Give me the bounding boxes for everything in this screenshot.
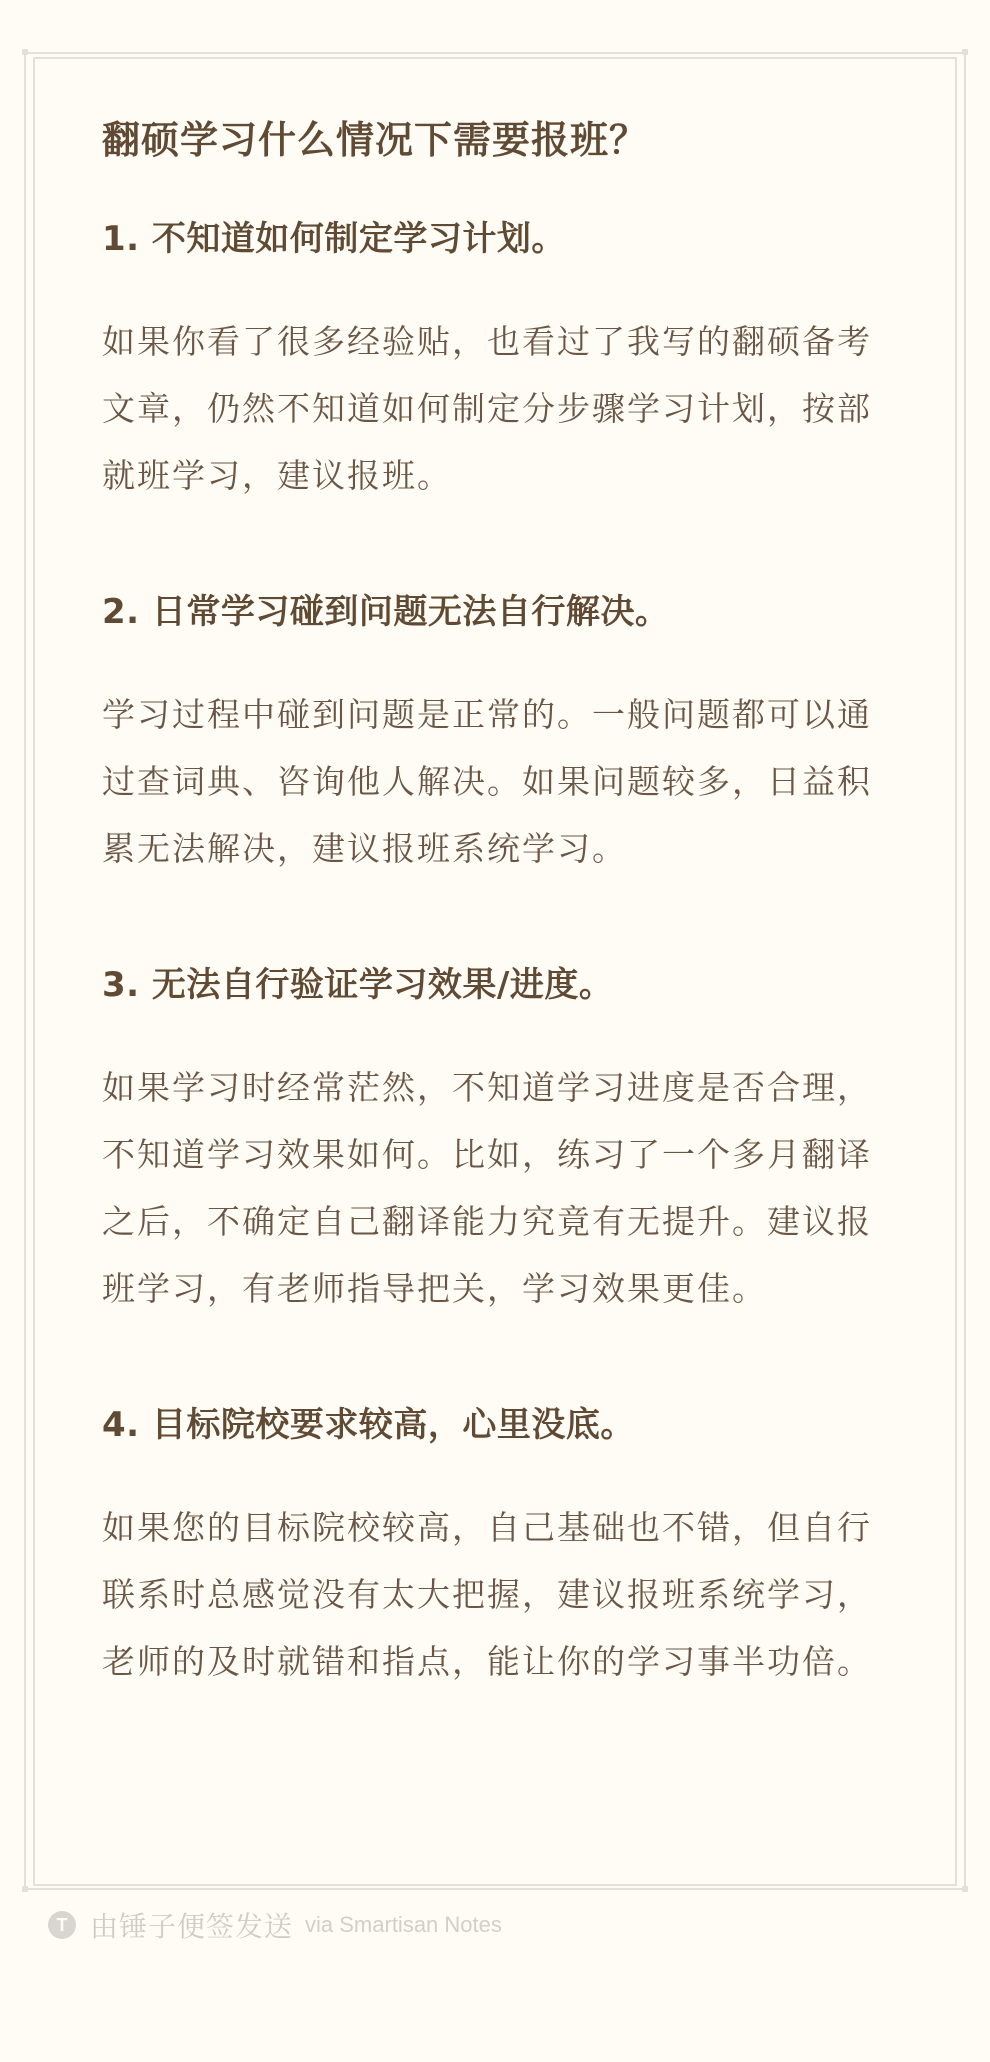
note-section bbox=[102, 214, 882, 509]
note-title: 翻硕学习什么情况下需要报班？ bbox=[102, 118, 649, 162]
section-heading: 3. 无法自行验证学习效果/进度。 bbox=[102, 965, 614, 1005]
frame-corner bbox=[22, 1886, 28, 1892]
note-section bbox=[102, 960, 882, 1322]
note-content bbox=[102, 112, 882, 1773]
footer-attribution bbox=[48, 1905, 502, 1945]
frame-corner bbox=[962, 49, 968, 55]
section-heading: 2. 日常学习碰到问题无法自行解决。 bbox=[102, 592, 670, 632]
frame-corner bbox=[962, 1886, 968, 1892]
section-body: 如果你看了很多经验贴，也看过了我写的翻硕备考文章，仍然不知道如何制定分步骤学习计划，按部就班学习，建议报班。 bbox=[102, 322, 872, 495]
section-body: 如果学习时经常茫然，不知道学习进度是否合理，不知道学习效果如何。比如，练习了一个多月翻译之后，不确定自己翻译能力究竟有无提升。建议报班学习，有老师指导把关，学习效果更佳。 bbox=[102, 1068, 872, 1308]
footer-via: via Smartisan Notes bbox=[305, 1912, 502, 1937]
section-body: 如果您的目标院校较高，自己基础也不错，但自行联系时总感觉没有太大把握，建议报班系统学习，老师的及时就错和指点，能让你的学习事半功倍。 bbox=[102, 1508, 872, 1681]
section-heading: 4. 目标院校要求较高，心里没底。 bbox=[102, 1405, 635, 1445]
note-section bbox=[102, 587, 882, 882]
note-section bbox=[102, 1400, 882, 1695]
frame-corner bbox=[22, 49, 28, 55]
section-heading: 1. 不知道如何制定学习计划。 bbox=[102, 219, 566, 259]
footer-sent-by: 由锤子便签发送 bbox=[90, 1910, 294, 1943]
section-body: 学习过程中碰到问题是正常的。一般问题都可以通过查词典、咨询他人解决。如果问题较多，日益积累无法解决，建议报班系统学习。 bbox=[102, 695, 872, 868]
smartisan-t-icon: T bbox=[48, 1911, 76, 1939]
